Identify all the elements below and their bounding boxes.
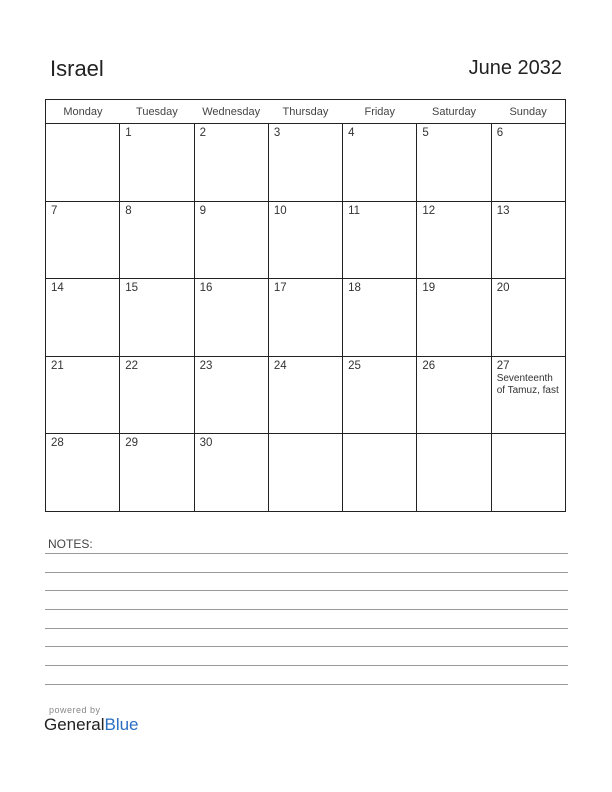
day-cell <box>120 279 194 357</box>
day-number: 16 <box>199 282 213 295</box>
day-cell <box>417 279 491 357</box>
note-line <box>45 572 568 573</box>
month-year-title: June 2032 <box>468 57 562 79</box>
week-row <box>46 279 566 357</box>
day-cell <box>120 356 194 434</box>
day-number: 22 <box>125 359 139 372</box>
note-line <box>45 609 568 610</box>
note-line <box>45 628 568 629</box>
day-cell <box>268 201 342 279</box>
day-cell <box>417 201 491 279</box>
day-cell <box>417 124 491 202</box>
day-number: 12 <box>422 204 436 217</box>
weekday-header: Saturday <box>417 100 491 124</box>
weekday-header: Thursday <box>268 100 342 124</box>
day-cell <box>491 124 565 202</box>
day-cell <box>343 434 417 512</box>
day-cell <box>343 124 417 202</box>
weekday-header: Sunday <box>491 100 565 124</box>
day-number: 5 <box>422 127 429 139</box>
week-row <box>46 434 566 512</box>
note-line <box>45 590 568 591</box>
week-row <box>46 201 566 279</box>
day-number: 3 <box>273 127 281 139</box>
day-cell <box>491 201 565 279</box>
day-cell <box>417 434 491 512</box>
day-cell <box>268 434 342 512</box>
weekday-header: Friday <box>343 100 417 124</box>
day-number: 8 <box>125 204 132 217</box>
day-number: 7 <box>51 204 58 217</box>
day-number: 17 <box>273 282 287 295</box>
day-number: 18 <box>348 282 361 295</box>
day-cell <box>194 434 268 512</box>
week-row <box>46 356 566 434</box>
day-number: 10 <box>273 204 287 217</box>
day-cell <box>120 124 194 202</box>
powered-by-text: powered by <box>49 705 101 715</box>
day-cell <box>120 201 194 279</box>
weekday-header: Monday <box>46 100 120 124</box>
day-cell <box>491 279 565 357</box>
day-cell <box>46 356 120 434</box>
day-number: 23 <box>199 359 213 372</box>
holiday-label: Seventeenth of Tamuz, fast <box>496 372 559 396</box>
day-number: 21 <box>51 359 64 372</box>
day-number: 15 <box>125 282 139 295</box>
brand-name-blue: Blue <box>104 715 139 734</box>
day-cell <box>343 356 417 434</box>
day-number: 9 <box>199 204 206 217</box>
day-number: 1 <box>125 127 132 139</box>
day-number: 20 <box>496 282 510 295</box>
weekday-header-row <box>46 100 566 124</box>
day-number: 4 <box>348 127 355 139</box>
note-line <box>45 665 568 666</box>
day-cell <box>417 356 491 434</box>
day-number: 27 <box>496 359 510 372</box>
day-number: 26 <box>422 359 436 372</box>
day-cell <box>46 279 120 357</box>
day-number: 13 <box>496 204 510 217</box>
day-number: 29 <box>125 437 139 450</box>
day-cell <box>194 201 268 279</box>
day-cell <box>46 124 120 202</box>
day-number: 19 <box>422 282 436 295</box>
weekday-header: Tuesday <box>120 100 194 124</box>
day-number: 2 <box>199 127 206 139</box>
day-cell <box>194 279 268 357</box>
note-line <box>45 553 568 554</box>
day-cell <box>268 356 342 434</box>
brand-logo <box>44 705 139 735</box>
brand-name-general: General <box>44 715 105 734</box>
day-number: 14 <box>51 282 64 295</box>
day-cell <box>268 124 342 202</box>
weekday-header: Wednesday <box>194 100 268 124</box>
notes-label: NOTES: <box>48 537 93 551</box>
day-cell <box>268 279 342 357</box>
note-line <box>45 646 568 647</box>
day-number: 11 <box>348 204 361 217</box>
note-line <box>45 684 568 685</box>
brand-name <box>44 715 139 735</box>
day-cell <box>491 356 565 434</box>
day-number: 25 <box>348 359 361 372</box>
day-number: 24 <box>273 359 287 372</box>
day-number: 28 <box>51 437 64 450</box>
day-cell <box>46 201 120 279</box>
day-cell <box>343 201 417 279</box>
country-title: Israel <box>50 56 104 81</box>
day-cell <box>46 434 120 512</box>
day-cell <box>343 279 417 357</box>
day-cell <box>194 356 268 434</box>
day-cell <box>491 434 565 512</box>
day-number: 30 <box>199 437 213 450</box>
week-row <box>46 124 566 202</box>
day-cell <box>194 124 268 202</box>
calendar-grid <box>45 99 566 512</box>
day-cell <box>120 434 194 512</box>
day-number: 6 <box>496 127 504 139</box>
